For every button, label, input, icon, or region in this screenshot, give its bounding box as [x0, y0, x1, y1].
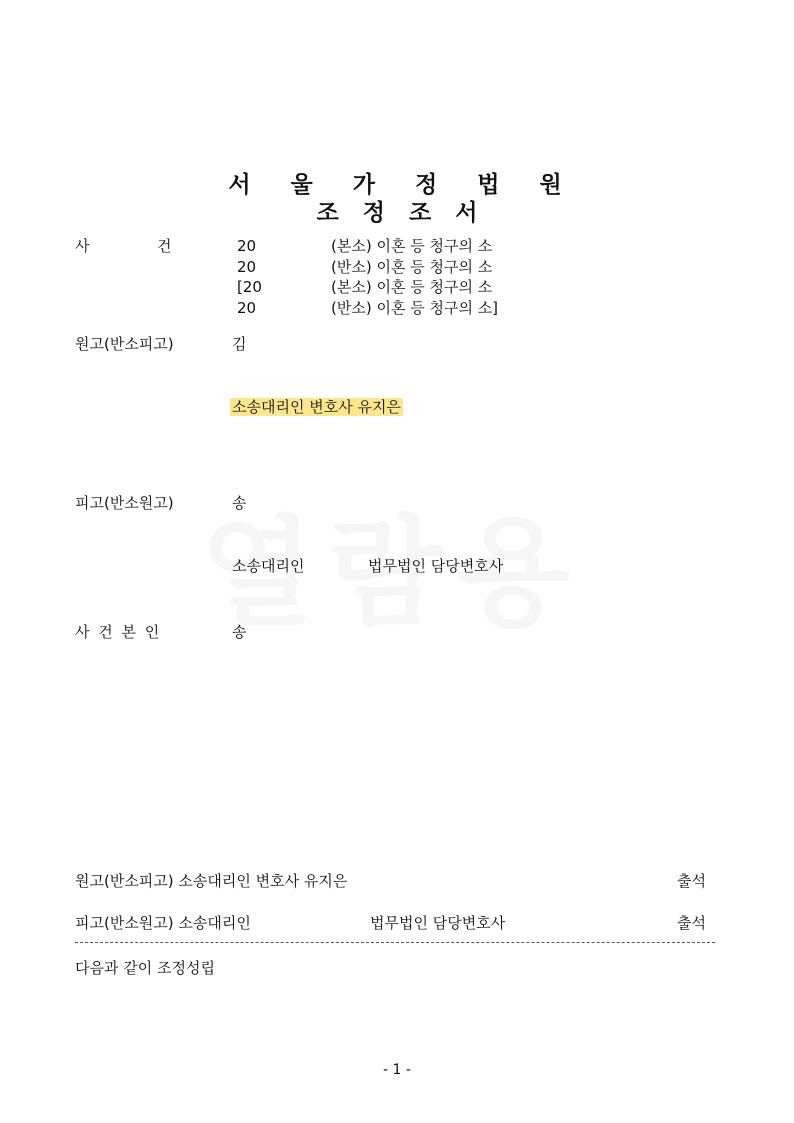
plaintiff-agent-highlight: 소송대리인 변호사 유지은	[232, 398, 401, 416]
defendant-label: 피고(반소원고)	[75, 494, 174, 512]
case-number: [20	[237, 278, 262, 296]
court-name: 서 울 가 정 법 원	[228, 172, 578, 198]
plaintiff-agent	[230, 397, 403, 417]
attendance-status: 출석	[677, 914, 706, 932]
attendance-defendant: 피고(반소원고) 소송대리인	[75, 914, 251, 932]
document-title: 조 정 조 서	[316, 200, 486, 226]
case-description: (본소) 이혼 등 청구의 소	[331, 237, 493, 255]
case-number: 20	[237, 299, 257, 317]
case-label-right: 건	[157, 237, 172, 255]
attendance-plaintiff: 원고(반소피고) 소송대리인 변호사 유지은	[75, 872, 348, 890]
case-number: 20	[237, 258, 257, 276]
page-number: - 1 -	[383, 1062, 411, 1078]
plaintiff-name: 김	[232, 335, 247, 353]
case-number: 20	[237, 237, 257, 255]
defendant-name: 송	[232, 494, 247, 512]
defendant-agent-firm: 법무법인 담당변호사	[368, 557, 504, 575]
defendant-agent-label: 소송대리인	[232, 557, 305, 575]
principal-name: 송	[232, 623, 247, 641]
mediation-result: 다음과 같이 조정성립	[75, 959, 215, 977]
plaintiff-label: 원고(반소피고)	[75, 335, 174, 353]
attendance-status: 출석	[677, 872, 706, 890]
case-label-left: 사	[75, 237, 90, 255]
case-description: (본소) 이혼 등 청구의 소	[331, 278, 493, 296]
case-description: (반소) 이혼 등 청구의 소]	[331, 299, 499, 317]
dashed-divider	[75, 942, 715, 943]
principal-label: 사 건 본 인	[75, 623, 162, 641]
case-description: (반소) 이혼 등 청구의 소	[331, 258, 493, 276]
attendance-defendant-firm: 법무법인 담당변호사	[370, 914, 506, 932]
